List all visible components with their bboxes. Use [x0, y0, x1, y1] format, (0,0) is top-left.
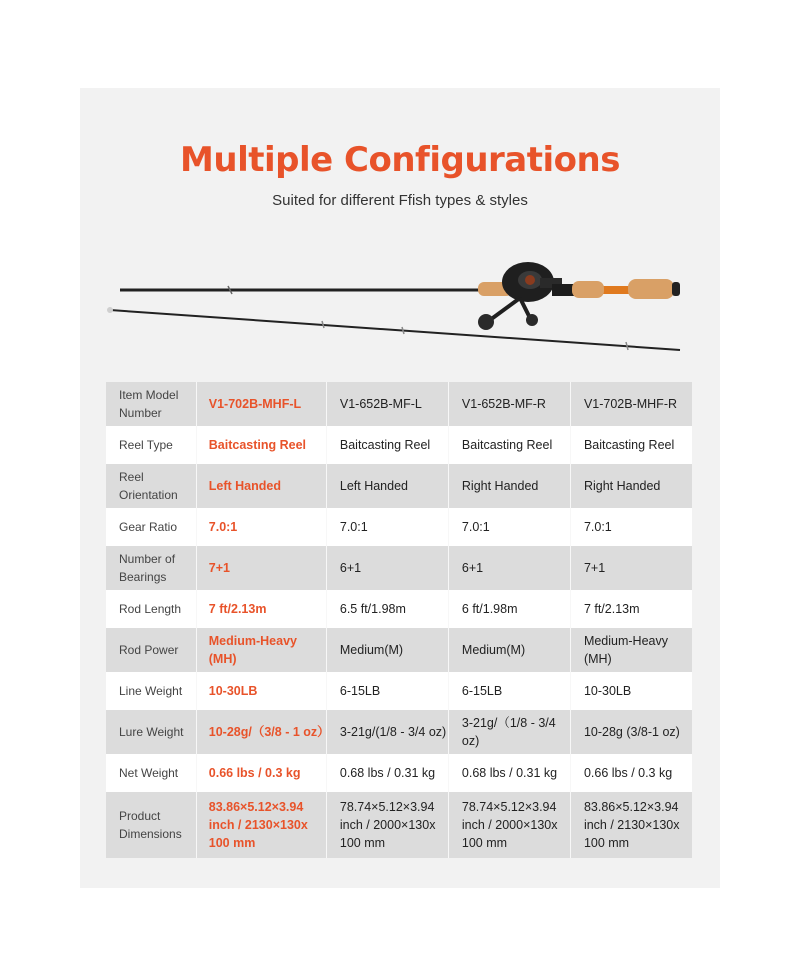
table-cell: 7.0:1: [448, 508, 570, 546]
row-label: Lure Weight: [106, 710, 196, 754]
table-cell: 78.74×5.12×3.94 inch / 2000×130x 100 mm: [326, 792, 448, 858]
table-cell: 7+1: [196, 546, 326, 590]
table-cell: 7 ft/2.13m: [570, 590, 692, 628]
table-cell: Right Handed: [448, 464, 570, 508]
row-label: Reel Orientation: [106, 464, 196, 508]
table-cell: Baitcasting Reel: [570, 426, 692, 464]
table-cell: 10-28g (3/8-1 oz): [570, 710, 692, 754]
table-cell: 0.68 lbs / 0.31 kg: [448, 754, 570, 792]
table-row: [106, 382, 692, 426]
table-cell: 3-21g/（1/8 - 3/4 oz): [448, 710, 570, 754]
table-cell: V1-702B-MHF-L: [196, 382, 326, 426]
table-cell: 6.5 ft/1.98m: [326, 590, 448, 628]
table-cell: 10-30LB: [196, 672, 326, 710]
table-cell: Medium-Heavy (MH): [196, 628, 326, 672]
table-cell: Left Handed: [196, 464, 326, 508]
table-row: [106, 710, 692, 754]
table-cell: 10-28g/（3/8 - 1 oz）: [196, 710, 326, 754]
page-subtitle: Suited for different Ffish types & styles: [272, 192, 528, 209]
table-cell: 83.86×5.12×3.94 inch / 2130×130x 100 mm: [570, 792, 692, 858]
table-row: [106, 426, 692, 464]
configuration-table: [106, 382, 692, 858]
table-cell: 6-15LB: [326, 672, 448, 710]
table-cell: 6-15LB: [448, 672, 570, 710]
cork-butt-grip: [628, 279, 674, 299]
row-label: Number of Bearings: [106, 546, 196, 590]
table-cell: 3-21g/(1/8 - 3/4 oz): [326, 710, 448, 754]
table-cell: Medium-Heavy (MH): [570, 628, 692, 672]
table-cell: Baitcasting Reel: [326, 426, 448, 464]
table-cell: 0.66 lbs / 0.3 kg: [570, 754, 692, 792]
table-cell: V1-702B-MHF-R: [570, 382, 692, 426]
row-label: Rod Length: [106, 590, 196, 628]
table-cell: V1-652B-MF-L: [326, 382, 448, 426]
table-cell: 10-30LB: [570, 672, 692, 710]
row-label: Gear Ratio: [106, 508, 196, 546]
table-cell: Baitcasting Reel: [448, 426, 570, 464]
page-title: Multiple Configurations: [180, 140, 620, 180]
table-row: [106, 754, 692, 792]
table-row: [106, 792, 692, 858]
row-label: Product Dimensions: [106, 792, 196, 858]
table-cell: 7.0:1: [196, 508, 326, 546]
table-row: [106, 464, 692, 508]
table-cell: 7+1: [570, 546, 692, 590]
row-label: Reel Type: [106, 426, 196, 464]
table-cell: 0.66 lbs / 0.3 kg: [196, 754, 326, 792]
table-cell: V1-652B-MF-R: [448, 382, 570, 426]
table-row: [106, 672, 692, 710]
table-cell: 7 ft/2.13m: [196, 590, 326, 628]
table-cell: Medium(M): [326, 628, 448, 672]
table-row: [106, 508, 692, 546]
table-cell: Right Handed: [570, 464, 692, 508]
table-cell: Left Handed: [326, 464, 448, 508]
fishing-rod-and-baitcasting-reel: [100, 258, 710, 358]
table-cell: Medium(M): [448, 628, 570, 672]
row-label: Rod Power: [106, 628, 196, 672]
table-row: [106, 628, 692, 672]
product-panel: [80, 88, 720, 888]
table-cell: 78.74×5.12×3.94 inch / 2000×130x 100 mm: [448, 792, 570, 858]
table-cell: 6+1: [326, 546, 448, 590]
butt-cap: [672, 282, 680, 296]
table-cell: 6 ft/1.98m: [448, 590, 570, 628]
table-cell: 7.0:1: [570, 508, 692, 546]
table-row: [106, 590, 692, 628]
table-cell: 0.68 lbs / 0.31 kg: [326, 754, 448, 792]
row-label: Line Weight: [106, 672, 196, 710]
table-cell: Baitcasting Reel: [196, 426, 326, 464]
row-label: Item Model Number: [106, 382, 196, 426]
row-label: Net Weight: [106, 754, 196, 792]
table-cell: 6+1: [448, 546, 570, 590]
cork-rear-grip: [572, 281, 604, 298]
table-cell: 7.0:1: [326, 508, 448, 546]
rod-tip-section: [110, 310, 680, 350]
table-row: [106, 546, 692, 590]
table-cell: 83.86×5.12×3.94 inch / 2130×130x 100 mm: [196, 792, 326, 858]
